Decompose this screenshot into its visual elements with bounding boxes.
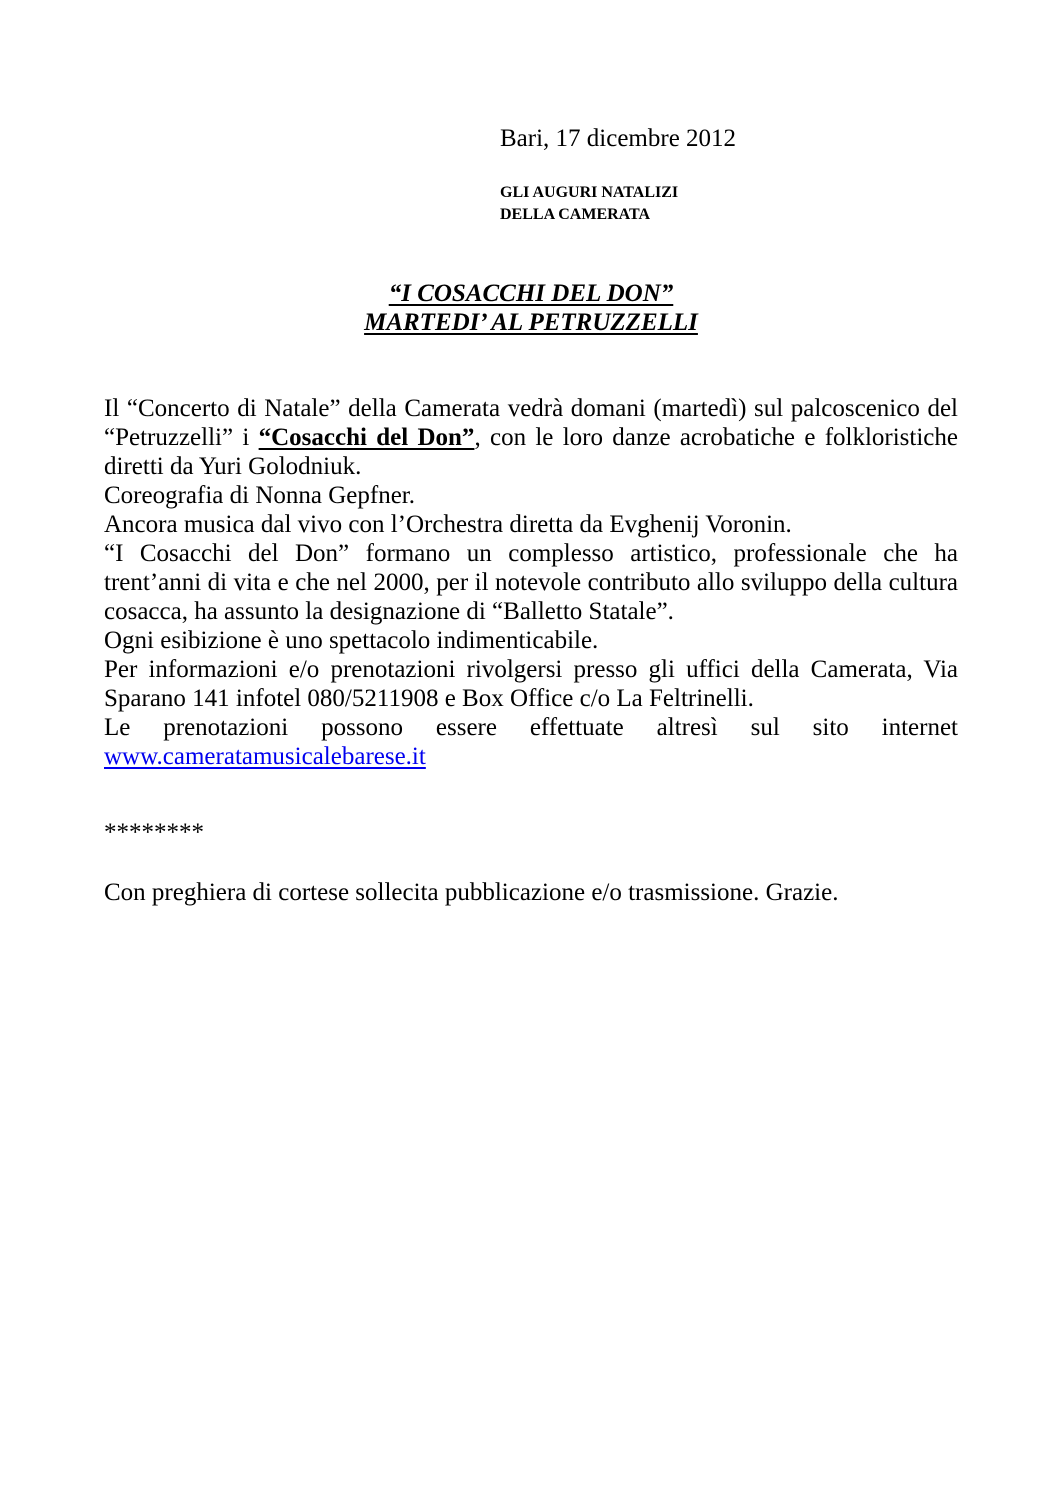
- paragraph-performance: Ogni esibizione è uno spettacolo indimenticabile.: [104, 627, 599, 654]
- paragraph-booking: Le prenotazioni possono essere effettuate altresì sul sito internet: [104, 714, 958, 741]
- website-link[interactable]: www.cameratamusicalebarese.it: [104, 743, 426, 770]
- title-line-2: [104, 308, 958, 337]
- subheading-line-1: GLI AUGURI NATALIZI: [500, 184, 679, 201]
- subheading: [500, 182, 678, 226]
- paragraph-concert-rest: , con le loro danze acrobatiche e folkloristiche diretti da Yuri Golodniuk.: [104, 424, 958, 480]
- closing-line: Con preghiera di cortese sollecita pubblicazione e/o trasmissione. Grazie.: [104, 879, 839, 906]
- paragraph-concert-intro: Il “Concerto di Natale” della Camerata vedrà domani (martedì) sul palcoscenico del “Petruzzelli” i: [104, 395, 958, 451]
- body-text: [104, 394, 958, 771]
- separator: ********: [104, 819, 204, 846]
- title-line-1: [104, 279, 958, 308]
- page-title: [104, 279, 958, 337]
- paragraph-info: Per informazioni e/o prenotazioni rivolgersi presso gli uffici della Camerata, Via Sparano 141 infotel 080/5211908 e Box Office c/o La Feltrinelli.: [104, 656, 958, 712]
- paragraph-link: [104, 742, 958, 771]
- paragraph-concert: [104, 394, 958, 481]
- cosacchi-emphasis: “Cosacchi del Don”: [258, 424, 475, 451]
- title-line-2-text: MARTEDI’ AL PETRUZZELLI: [364, 309, 698, 336]
- title-line-1-text: “I COSACCHI DEL DON”: [388, 280, 674, 307]
- paragraph-orchestra: Ancora musica dal vivo con l’Orchestra diretta da Evghenij Voronin.: [104, 511, 792, 538]
- subheading-line-2: DELLA CAMERATA: [500, 206, 651, 223]
- paragraph-choreography: Coreografia di Nonna Gepfner.: [104, 482, 415, 509]
- paragraph-ensemble: “I Cosacchi del Don” formano un complesso artistico, professionale che ha trent’anni di vita e che nel 2000, per il notevole contributo allo sviluppo della cultura cosacca, ha assunto la designazione di “Balletto Statale”.: [104, 540, 958, 625]
- date-line: Bari, 17 dicembre 2012: [500, 125, 737, 152]
